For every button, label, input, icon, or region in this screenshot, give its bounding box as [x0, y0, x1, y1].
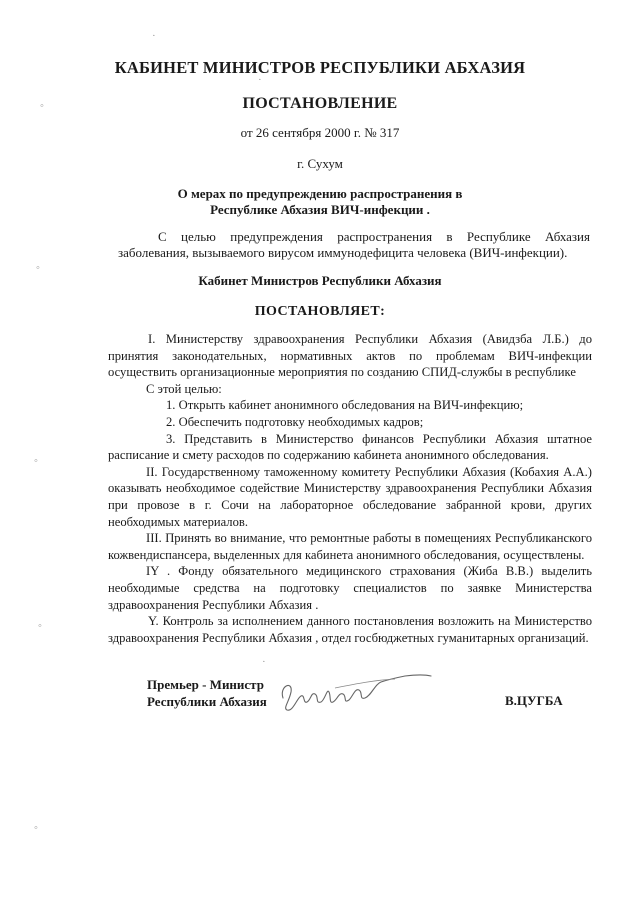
preamble: [118, 229, 590, 261]
issuing-body: Кабинет Министров Республики Абхазия: [198, 273, 442, 288]
clause-5: Y. Контроль за исполнением данного постановления возложить на Министерство здравоохранения Республики Абхазия , отдел госбюджетных гуманитарных организаций.: [108, 614, 592, 645]
decree-word: ПОСТАНОВЛЯЕТ:: [254, 304, 386, 319]
clause-1-item-2: 2. Обеспечить подготовку необходимых кадров;: [166, 414, 424, 429]
clause-1-purpose: С этой целью:: [146, 381, 222, 396]
clause-1-item-1: 1. Открыть кабинет анонимного обследования на ВИЧ-инфекцию;: [166, 398, 524, 413]
date-and-number: от 26 сентября 2000 г. № 317: [240, 125, 400, 140]
clause-1-item-3: 3. Представить в Министерство финансов Республики Абхазия штатное расписание и смету расходов по содержанию кабинета анонимного обследования.: [108, 431, 592, 463]
clause-1: I. Министерству здравоохранения Республики Абхазия (Авидзба Л.Б.) до принятия законодательных, нормативных актов по проблемам ВИЧ-инфекции осуществить организационные мероприятия по созданию СПИД-службы в республике: [108, 332, 592, 380]
clause-3: III. Принять во внимание, что ремонтные работы в помещениях Республиканского кожвендиспансера, выделенных для кабинета анонимного обследования, осуществлены.: [108, 531, 592, 562]
document-type: ПОСТАНОВЛЕНИЕ: [242, 95, 398, 112]
scan-speck-icon: ·: [262, 656, 266, 668]
scan-speck-icon: ◦: [38, 620, 42, 632]
signatory-title: [147, 676, 267, 710]
scan-speck-icon: ·: [258, 74, 262, 86]
org-title: КАБИНЕТ МИНИСТРОВ РЕСПУБЛИКИ АБХАЗИЯ: [114, 58, 526, 77]
scan-speck-icon: ·: [152, 30, 156, 42]
city: г. Сухум: [297, 156, 343, 171]
handwritten-signature: [275, 658, 435, 720]
clause-2: II. Государственному таможенному комитету Республики Абхазия (Кобахия А.А.) оказывать необходимое содействие Министерству здравоохранения Республики Абхазия при провозе в г. Сочи на лабораторное обследование забранной крови, других необходимых материалов.: [108, 464, 592, 529]
signatory-name: В.ЦУГБА: [505, 693, 563, 708]
scan-speck-icon: ◦: [34, 822, 38, 834]
preamble-text: С целью предупреждения распространения в Республике Абхазия заболевания, вызываемого вирусом иммунодефицита человека (ВИЧ-инфекции).: [118, 229, 590, 260]
decree-body: [108, 331, 592, 646]
signatory-title-line-2: Республики Абхазия: [147, 694, 267, 709]
decree-subject: [0, 186, 640, 218]
clause-4: IY . Фонду обязательного медицинского страхования (Жиба В.В.) выделить необходимые средства на подготовку специалистов по заявке Министерства здравоохранения Республики Абхазия .: [108, 564, 592, 612]
signatory-title-line-1: Премьер - Министр: [147, 677, 264, 692]
scan-speck-icon: ◦: [40, 100, 44, 112]
subject-line-2: Республике Абхазия ВИЧ-инфекции .: [210, 202, 430, 217]
scan-speck-icon: ◦: [36, 262, 40, 274]
subject-line-1: О мерах по предупреждению распространения в: [177, 186, 463, 201]
scan-speck-icon: ◦: [34, 455, 38, 467]
